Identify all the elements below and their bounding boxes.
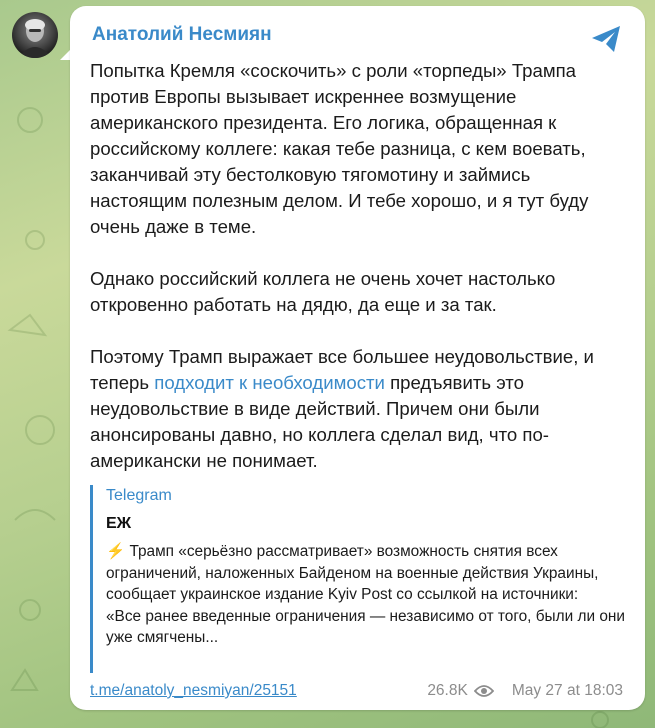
paragraph-text: предъявить это неудовольствие в виде действий. Причем они были анонсированы давно, но коллега сделал вид, что по-американски не понимает. xyxy=(90,372,549,471)
link-preview[interactable] xyxy=(90,485,626,673)
preview-source: Telegram xyxy=(106,487,172,504)
inline-link[interactable]: подходит к необходимости xyxy=(154,372,385,393)
message-footer xyxy=(90,682,623,704)
eye-icon xyxy=(474,684,494,698)
message-paragraph: Однако российский коллега не очень хочет настолько откровенно работать на дядю, да еще и за так. xyxy=(90,268,556,315)
channel-avatar[interactable] xyxy=(12,12,58,58)
view-count: 26.8K xyxy=(427,682,468,699)
lightning-icon: ⚡ xyxy=(106,543,126,560)
paragraph-text: Поэтому Трамп выражает все большее неудовольствие, и теперь xyxy=(90,346,594,393)
post-link[interactable]: t.me/anatoly_nesmiyan/25151 xyxy=(90,682,297,699)
message-bubble xyxy=(70,6,645,710)
avatar-portrait-icon xyxy=(12,12,58,58)
channel-author-name[interactable]: Анатолий Несмиян xyxy=(92,24,272,45)
message-meta xyxy=(427,682,623,700)
preview-line: «Все ранее введенные ограничения — независимо от того, были ли они уже смягчены... xyxy=(106,607,625,646)
telegram-share-icon[interactable] xyxy=(589,22,623,56)
message-text xyxy=(90,58,630,500)
message-paragraph: Попытка Кремля «соскочить» с роли «торпеды» Трампа против Европы вызывает искреннее возмущение американского президента. Его логика, обращенная к российскому коллеге: какая тебе разница, с кем воевать, заканчивай эту бестолковую тягомотину и займись настоящим полезным делом. И тебе хорошо, и я тут буду очень даже в теме. xyxy=(90,60,589,237)
preview-title: ЕЖ xyxy=(106,515,132,532)
message-date: May 27 at 18:03 xyxy=(511,682,623,699)
preview-body xyxy=(106,541,626,649)
message-paragraph xyxy=(90,344,630,474)
preview-line: Трамп «серьёзно рассматривает» возможность снятия всех ограничений, наложенных Байденом на военные действия Украины, сообщает украинское издание Kyiv Post со ссылкой на источники: xyxy=(106,543,599,603)
